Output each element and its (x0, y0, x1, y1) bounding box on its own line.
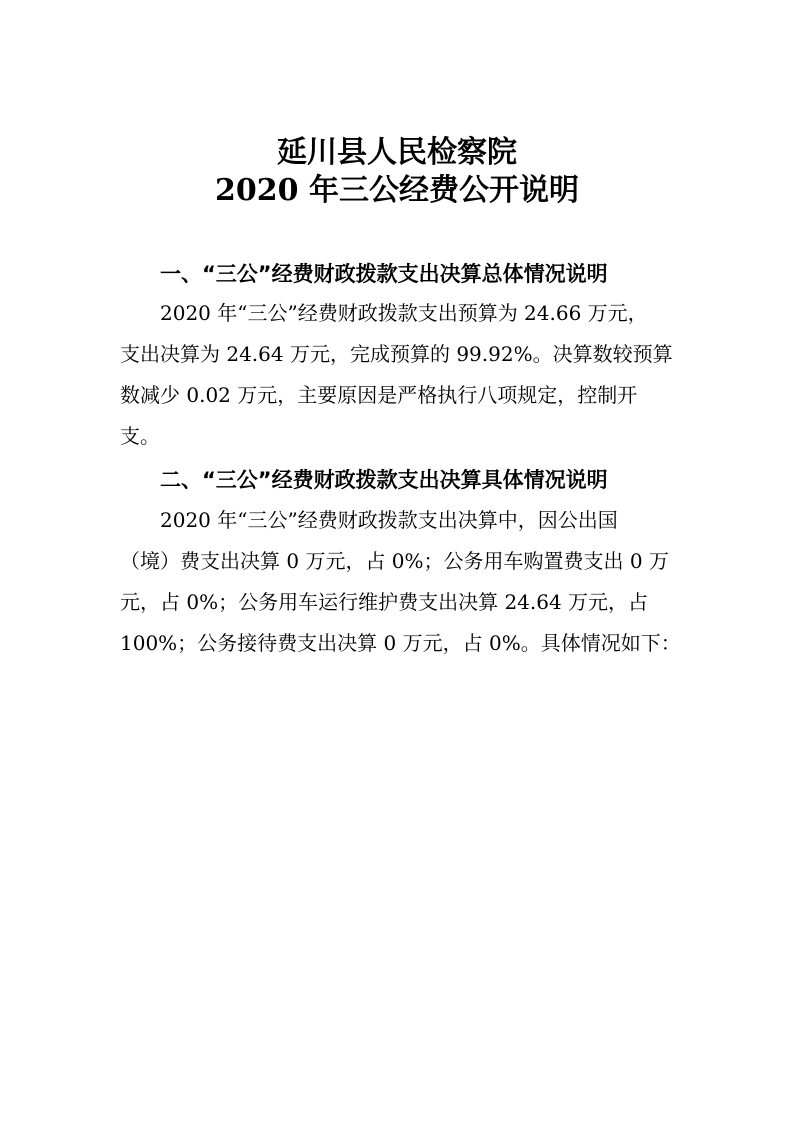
section-1-paragraph-line: 支。 (120, 424, 160, 448)
section-1-heading: 一、“三公”经费财政拨款支出决算总体情况说明 (160, 262, 608, 286)
section-2-heading: 二、“三公”经费财政拨款支出决算具体情况说明 (160, 468, 608, 492)
section-2-paragraph-line: （境）费支出决算 0 万元，占 0%；公务用车购置费支出 0 万 (120, 549, 669, 573)
section-2-paragraph-line: 2020 年“三公”经费财政拨款支出决算中，因公出国 (160, 508, 618, 532)
section-2-paragraph-line: 100%；公务接待费支出决算 0 万元，占 0%。具体情况如下： (120, 631, 681, 655)
document-title-line-2: 2020 年三公经费公开说明 (215, 173, 579, 208)
section-1-paragraph-line: 数减少 0.02 万元，主要原因是严格执行八项规定，控制开 (120, 383, 638, 407)
section-2-paragraph-line: 元，占 0%；公务用车运行维护费支出决算 24.64 万元，占 (120, 590, 649, 614)
section-1-paragraph-line: 2020 年“三公”经费财政拨款支出预算为 24.66 万元， (160, 301, 648, 325)
section-1-paragraph-line: 支出决算为 24.64 万元，完成预算的 99.92%。决算数较预算 (120, 342, 673, 366)
document-title-line-1: 延川县人民检察院 (277, 135, 517, 170)
